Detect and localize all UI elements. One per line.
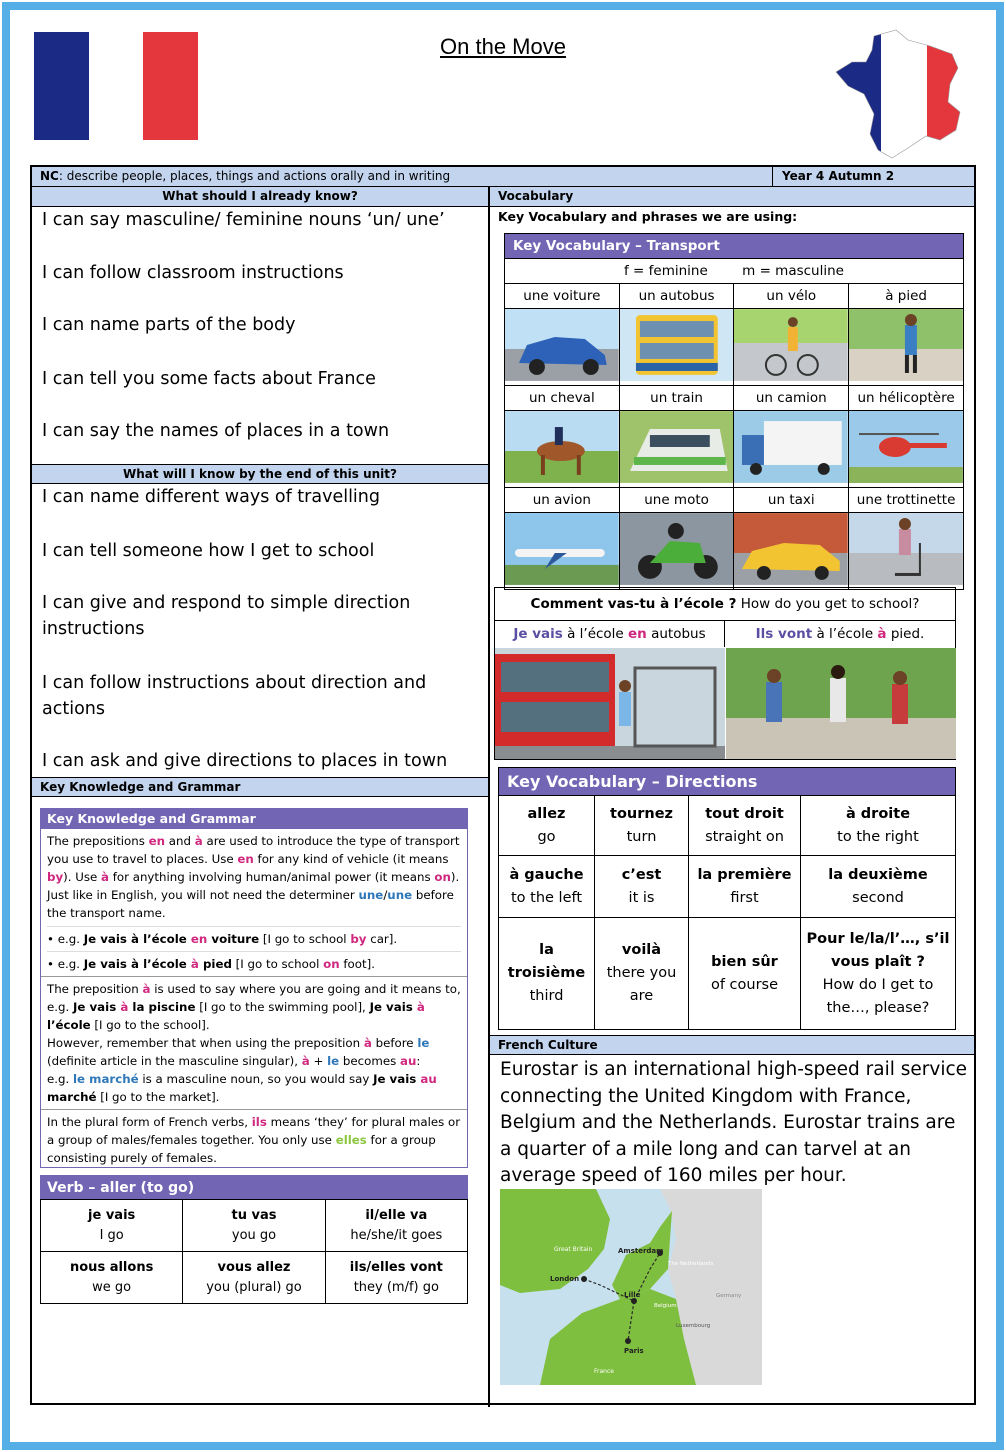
knowledge-organiser [30,165,976,1405]
already-item: I can tell you some facts about France [42,369,376,389]
motorbike-picture [619,513,734,590]
map-label: Paris [624,1347,644,1355]
bus-picture [619,309,734,386]
walking-to-school-picture [726,648,956,759]
kk-section-prepositions: The prepositions en and à are used to introduce the type of transport you use to travel to places. Use en for any kind of vehicle (it means by). Use à for anything involving human/animal power (it means on). Just like in English, you will not need the determiner une/une before the transport name. • e.g. Je vais à l’école en voiture [I go to school by car]. • e.g. Je vais à l’école à pied [I go to school on foot]. [41,829,467,977]
direction-cell: tout droit straight on [689,796,801,856]
end-item: I can ask and give directions to places in town [42,751,448,771]
school-question: Comment vas-tu à l’école ? How do you get to school? [495,588,955,621]
end-item: I can follow instructions about direction and actions [42,673,427,719]
transport-label: un autobus [619,284,734,309]
direction-cell: voilà there you are [595,918,689,1030]
end-heading: What will I know by the end of this unit? [32,464,488,484]
map-label: Germany [716,1293,742,1299]
eurostar-map [500,1189,762,1385]
year-term: Year 4 Autumn 2 [782,169,895,183]
map-label: Luxembourg [676,1323,711,1329]
transport-label: un taxi [734,488,849,513]
transport-heading: Key Vocabulary – Transport [505,234,964,259]
transport-label: un cheval [505,386,620,411]
direction-cell: à droite to the right [801,796,956,856]
culture-text: Eurostar is an international high-speed rail service connecting the United Kingdom with France, Belgium and the Netherlands. Eurostar trains are a quarter of a mile long and can tarvel at an average speed of 160 miles per hour. [500,1059,968,1186]
transport-label: un avion [505,488,620,513]
transport-label: un train [619,386,734,411]
already-item: I can follow classroom instructions [42,263,344,283]
verb-cell: ils/elles vont they (m/f) go [325,1252,467,1304]
verb-cell: vous allez you (plural) go [183,1252,325,1304]
map-label: Amsterdam [618,1247,664,1255]
bus-stop-picture [495,648,725,759]
vocab-heading: Vocabulary [490,187,974,207]
already-item: I can name parts of the body [42,315,296,335]
kk-section-plurals: In the plural form of French verbs, ils means ‘they’ for plural males or a group of males/females together. You only use elles for a group consisting purely of females. [47,1115,461,1165]
already-heading: What should I already know? [32,187,488,207]
gender-note: f = feminine m = masculine [505,259,964,284]
transport-label: un vélo [734,284,849,309]
how-to-school-box [494,587,956,760]
plane-picture [505,513,620,590]
transport-label: un hélicoptère [849,386,964,411]
end-item: I can tell someone how I get to school [42,541,375,561]
transport-label: à pied [849,284,964,309]
kk-box-heading: Key Knowledge and Grammar [41,809,467,829]
kk-section-a-to: The preposition à is used to say where you are going and it means to, e.g. Je vais à la piscine [I go to the swimming pool], Je vais à l’école [I go to the school]. However, remember that when using the preposition à before le (definite article in the masculine singular), à + le becomes au: e.g. le marché is a masculine noun, so you would say Je vais au marché [I go to the market]. [41,977,467,1110]
france-map-icon [834,28,974,162]
verb-heading: Verb – aller (to go) [40,1175,468,1199]
nc-label: NC [40,169,59,183]
verb-cell: tu vas you go [183,1200,325,1252]
vocab-intro: Key Vocabulary and phrases we are using: [498,209,798,224]
direction-cell: Pour le/la/l’…, s’il vous plaît ? How do I get to the…, please? [801,918,956,1030]
map-label: Belgium [654,1303,677,1309]
map-label: Great Britain [554,1246,593,1253]
direction-cell: à gauche to the left [499,856,595,918]
culture-heading: French Culture [490,1035,974,1055]
walking-picture [849,309,964,386]
horse-picture [505,411,620,488]
already-item: I can say the names of places in a town [42,421,390,441]
direction-cell: tournez turn [595,796,689,856]
answer-bus: Je vais à l’école en autobus [495,621,725,647]
kk-heading: Key Knowledge and Grammar [32,777,488,797]
direction-cell: la deuxième second [801,856,956,918]
map-label: London [550,1275,580,1283]
kk-example-2: • e.g. Je vais à l’école à pied [I go to school on foot]. [47,951,461,973]
verb-cell: je vais I go [41,1200,183,1252]
direction-cell: bien sûr of course [689,918,801,1030]
map-label: The Netherlands [668,1261,714,1267]
taxi-picture [734,513,849,590]
scooter-picture [849,513,964,590]
direction-cell: la troisième third [499,918,595,1030]
transport-label: une trottinette [849,488,964,513]
verb-aller-table [40,1175,468,1304]
verb-cell: nous allons we go [41,1252,183,1304]
end-item: I can give and respond to simple direction instructions [42,593,411,639]
transport-label: un camion [734,386,849,411]
train-picture [619,411,734,488]
kk-example-1: • e.g. Je vais à l’école en voiture [I go to school by car]. [47,926,461,948]
bike-picture [734,309,849,386]
helicopter-picture [849,411,964,488]
verb-cell: il/elle va he/she/it goes [325,1200,467,1252]
direction-cell: c’est it is [595,856,689,918]
directions-heading: Key Vocabulary – Directions [499,768,956,796]
map-label: France [594,1368,614,1375]
direction-cell: allez go [499,796,595,856]
car-picture [505,309,620,386]
nc-text: : describe people, places, things and actions orally and in writing [58,169,451,183]
transport-label: une voiture [505,284,620,309]
directions-vocab-table [498,767,956,1030]
lorry-picture [734,411,849,488]
answer-foot: Ils vont à l’école à pied. [755,626,925,642]
already-item: I can say masculine/ feminine nouns ‘un/ une’ [42,210,445,230]
key-knowledge-box [40,808,468,1168]
transport-vocab-table [504,233,964,590]
end-item: I can name different ways of travelling [42,487,380,507]
map-label: Lille [624,1291,641,1299]
transport-label: une moto [619,488,734,513]
page-title: On the Move [440,34,566,59]
direction-cell: la première first [689,856,801,918]
